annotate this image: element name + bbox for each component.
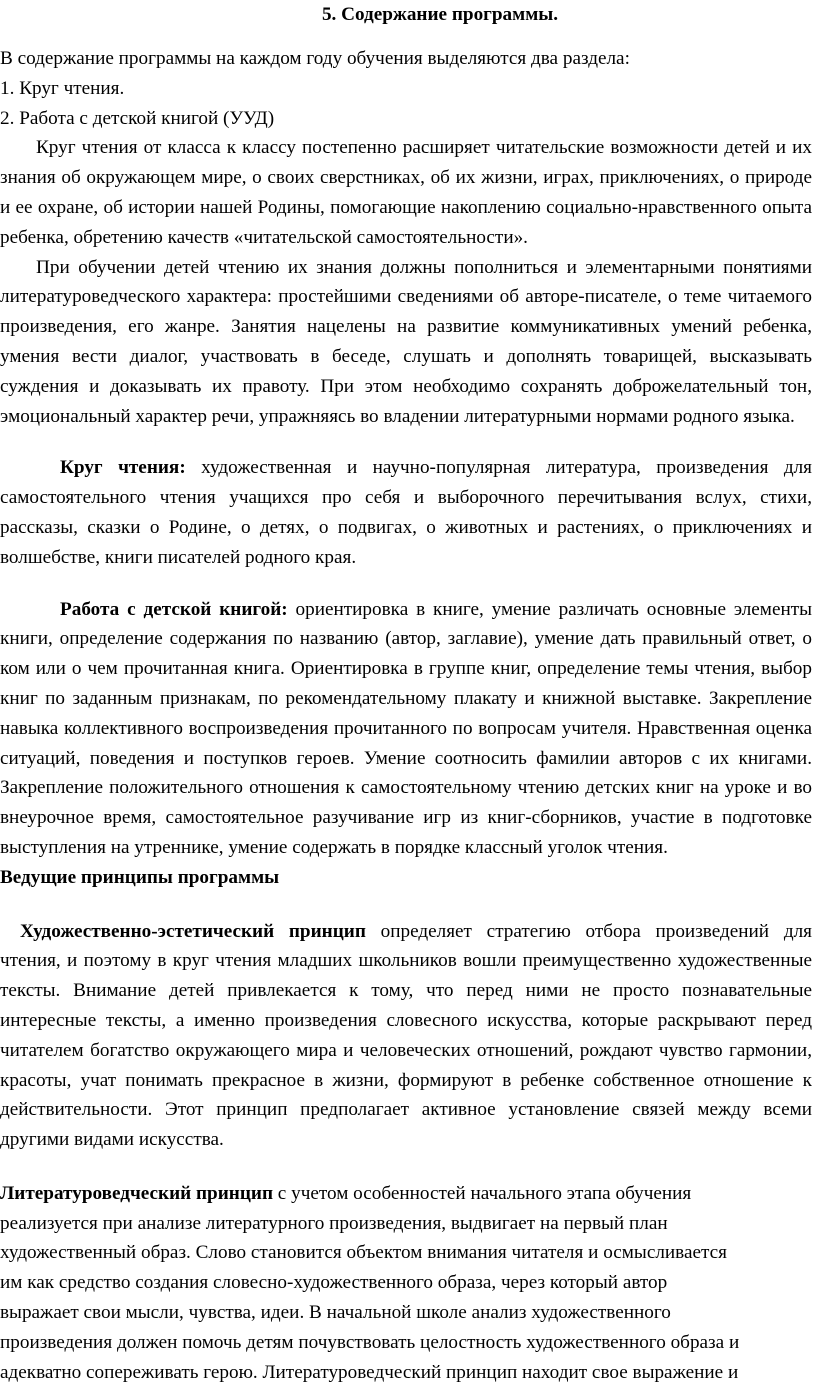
principles-heading: Ведущие принципы программы [0,866,280,888]
literary-principle-line-2: реализуется при анализе литературного произведения, выдвигает на первый план [0,1212,668,1234]
literary-principle-line-3: художественный образ. Слово становится объектом внимания читателя и осмысливается [0,1242,727,1264]
reading-circle-label: Круг чтения: [60,457,186,479]
literary-principle-line-6: произведения должен помочь детям почувствовать целостность художественного образа и [0,1331,740,1353]
book-work-text: ориентировка в книге, умение различать основные элементы книги, определение содержания по названию (автор, заглавие), умение дать правильный ответ, о ком или о чем прочитанная книга. Ориентировка в группе книг, определение темы чтения, выбор книг по заданным признакам, по рекомендательному плакату и книжной выставке. Закрепление навыка коллективного воспроизведения прочитанного по вопросам учителя. Нравственная оценка ситуаций, поведения и поступков героев. Умение соотносить фамилии авторов с их книгами. Закрепление положительного отношения к самостоятельному чтению детских книг на уроке и во внеурочное время, самостоятельное разучивание игр из книг-сборников, участие в подготовке выступления на утреннике, умение содержать в порядке классный уголок чтения. [0,598,813,858]
spacer [0,893,812,917]
intro-line: В содержание программы на каждом году обучения выделяются два раздела: [0,48,630,69]
paragraph-reading-circle-intro: Круг чтения от класса к классу постепенно расширяет читательские возможности детей и их знания об окружающем мире, о своих сверстниках, об их жизни, играх, приключениях, о природе и ее охране, об истории нашей Родины, помогающие накоплению социально-нравственного опыта ребенка, обретению качеств «читательской самостоятельности». [0,137,812,248]
literary-principle-label: Литературоведческий принцип [0,1182,273,1204]
aesthetic-principle-text: определяет стратегию отбора произведений для чтения, и поэтому в круг чтения младших школьников вошли преимущественно художественные тексты. Внимание детей привлекается к тому, что перед ними не просто познавательные интересные тексты, а именно произведения словесного искусства, которые раскрывают перед читателем богатство окружающего мира и человеческих отношений, рождают чувство гармонии, красоты, учат понимать прекрасное в жизни, формируют в ребенке собственное отношение к действительности. Этот принцип предполагает активное установление связей между всеми другими видами искусства. [0,920,812,1151]
spacer [0,431,812,453]
section-title: 5. Содержание программы. [321,4,559,25]
intro-item-1: 1. Круг чтения. [0,77,125,99]
spacer [0,1155,812,1179]
literary-principle-line-5: выражает свои мысли, чувства, идеи. В начальной школе анализ художественного [0,1302,671,1324]
paragraph-reading-circle [0,453,812,572]
aesthetic-principle-label: Художественно-эстетический принцип [20,920,366,942]
reading-circle-text: художественная и научно-популярная литература, произведения для самостоятельного чтения учащихся про себя и выборочного перечитывания вслух, стихи, рассказы, сказки о Родине, о детях, о подвигах, о животных и растениях, о приключениях и волшебстве, книги писателей родного края. [0,457,813,568]
literary-principle-line-4: им как средство создания словесно-художественного образа, через который автор [0,1272,668,1294]
literary-principle-line-1: Литературоведческий принцип с учетом особенностей начального этапа обучения [0,1182,692,1204]
spacer [0,30,812,44]
literary-principle-line-7: адекватно сопереживать герою. Литературоведческий принцип находит свое выражение и [0,1361,739,1383]
paragraph-aesthetic-principle [0,917,812,1155]
spacer [0,573,812,595]
paragraph-book-work [0,595,812,863]
intro-item-2: 2. Работа с детской книгой (УУД) [0,107,275,129]
paragraph-literary-concepts: При обучении детей чтению их знания должны пополниться и элементарными понятиями литературоведческого характера: простейшими сведениями об авторе-писателе, о теме читаемого произведения, его жанре. Занятия нацелены на развитие коммуникативных умений ребенка, умения вести диалог, участвовать в беседе, слушать и дополнять товарищей, высказывать суждения и доказывать их правоту. При этом необходимо сохранять доброжелательный тон, эмоциональный характер речи, упражняясь во владении литературными нормами родного языка. [0,256,812,427]
book-work-label: Работа с детской книгой: [60,598,288,620]
